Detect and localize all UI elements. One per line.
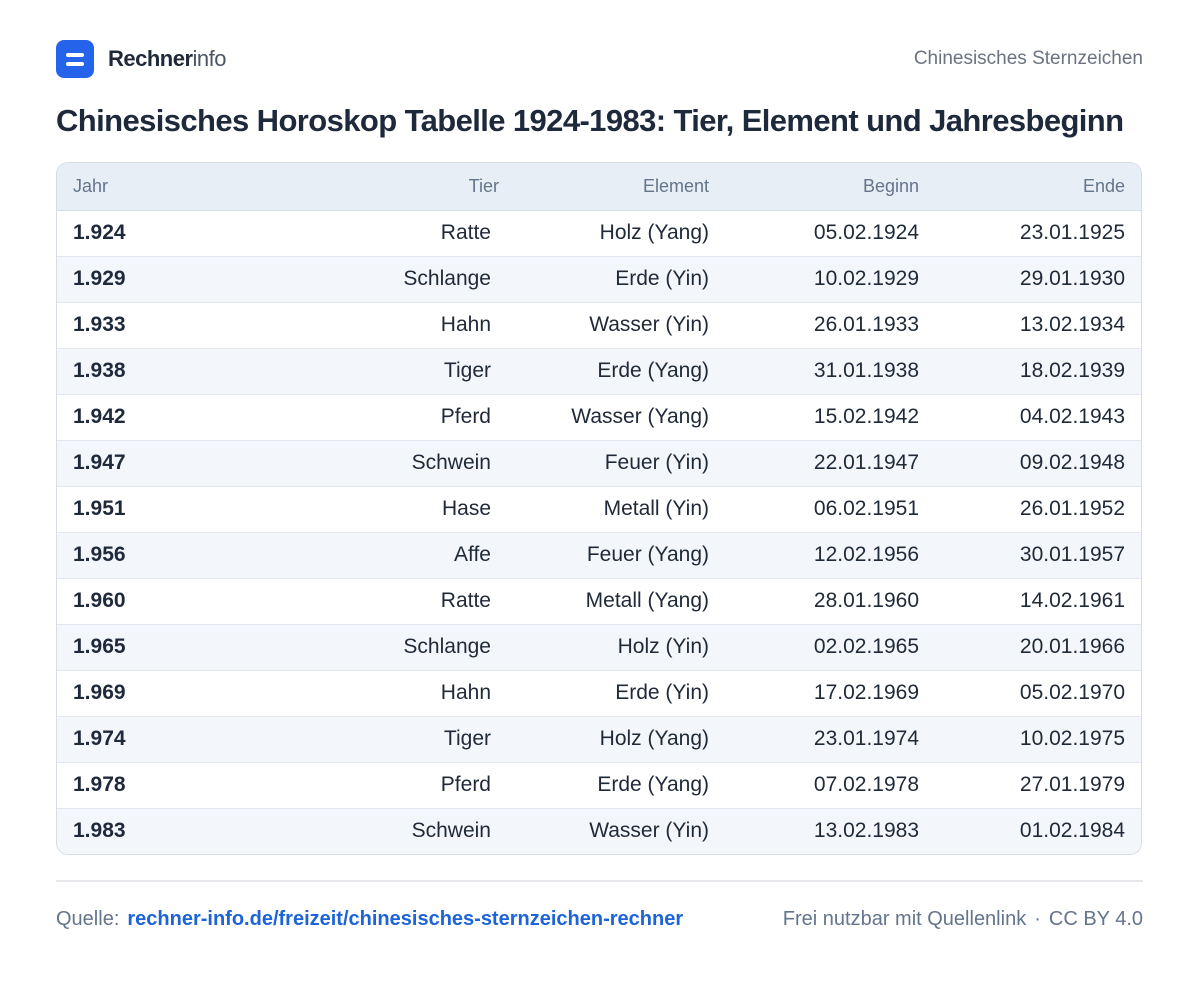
table-row (57, 210, 1141, 256)
cell-element: Erde (Yin) (507, 256, 725, 302)
cell-ende: 18.02.1939 (935, 348, 1141, 394)
cell-jahr: 1.969 (57, 670, 217, 716)
cell-beginn: 06.02.1951 (725, 486, 935, 532)
cell-tier: Affe (217, 532, 507, 578)
cell-tier: Hahn (217, 302, 507, 348)
cell-beginn: 13.02.1983 (813, 819, 919, 843)
table-row (57, 670, 1141, 716)
cell-jahr: 1.947 (57, 440, 217, 486)
cell-ende: 26.01.1952 (935, 486, 1141, 532)
cell-jahr: 1.929 (57, 256, 217, 302)
footer-separator: · (1034, 907, 1041, 930)
cell-beginn: 12.02.1956 (725, 532, 935, 578)
usage-note: Frei nutzbar mit Quellenlink (782, 907, 1027, 930)
cell-beginn: 28.01.1960 (725, 578, 935, 624)
column-header-beginn: Beginn (725, 163, 935, 210)
brand-logo[interactable] (56, 40, 226, 78)
cell-tier: Hase (217, 486, 507, 532)
table-row (57, 716, 1141, 762)
cell-tier: Schlange (217, 256, 507, 302)
page-header (56, 40, 1143, 78)
brand-name (108, 46, 226, 72)
table-row (57, 808, 1141, 854)
cell-ende: 01.02.1984 (1019, 819, 1125, 843)
cell-beginn: 17.02.1969 (725, 670, 935, 716)
cell-ende: 29.01.1930 (935, 256, 1141, 302)
cell-jahr: 1.942 (57, 394, 217, 440)
source-link[interactable]: rechner-info.de/freizeit/chinesisches-sternzeichen-rechner (127, 907, 684, 930)
cell-tier: Pferd (217, 762, 507, 808)
cell-tier: Ratte (217, 210, 507, 256)
cell-element: Feuer (Yang) (507, 532, 725, 578)
cell-tier: Schlange (217, 624, 507, 670)
cell-ende: 05.02.1970 (935, 670, 1141, 716)
cell-jahr: 1.938 (57, 348, 217, 394)
cell-ende: 04.02.1943 (935, 394, 1141, 440)
cell-beginn: 05.02.1924 (725, 210, 935, 256)
table-header-row (57, 163, 1141, 210)
cell-element: Erde (Yang) (507, 348, 725, 394)
cell-beginn: 23.01.1974 (725, 716, 935, 762)
horoscope-table (57, 163, 1141, 854)
cell-jahr: 1.960 (57, 578, 217, 624)
cell-beginn: 22.01.1947 (725, 440, 935, 486)
cell-element: Wasser (Yang) (507, 394, 725, 440)
cell-jahr: 1.924 (57, 210, 217, 256)
table-row (57, 532, 1141, 578)
column-header-element: Element (507, 163, 725, 210)
cell-beginn: 02.02.1965 (725, 624, 935, 670)
cell-element: Erde (Yang) (507, 762, 725, 808)
cell-beginn: 26.01.1933 (725, 302, 935, 348)
column-header-jahr: Jahr (57, 163, 217, 210)
cell-tier: Hahn (217, 670, 507, 716)
cell-element: Metall (Yin) (507, 486, 725, 532)
table-row (57, 578, 1141, 624)
cell-jahr: 1.978 (57, 762, 217, 808)
table-row (57, 486, 1141, 532)
table-row (57, 302, 1141, 348)
table-row (57, 394, 1141, 440)
cell-tier: Schwein (411, 819, 491, 843)
cell-ende: 23.01.1925 (935, 210, 1141, 256)
cell-element: Holz (Yang) (507, 210, 725, 256)
cell-jahr: 1.974 (57, 716, 217, 762)
cell-element: Metall (Yang) (507, 578, 725, 624)
cell-jahr: 1.951 (57, 486, 217, 532)
cell-element: Wasser (Yin) (507, 302, 725, 348)
cell-tier: Tiger (217, 716, 507, 762)
cell-ende: 09.02.1948 (935, 440, 1141, 486)
page-title: Chinesisches Horoskop Tabelle 1924-1983: Tier, Element und Jahresbeginn (56, 103, 1124, 138)
horoscope-table-container (56, 162, 1142, 855)
cell-tier: Ratte (217, 578, 507, 624)
cell-jahr: 1.965 (57, 624, 217, 670)
cell-ende: 14.02.1961 (935, 578, 1141, 624)
cell-jahr: 1.933 (57, 302, 217, 348)
cell-element: Wasser (Yin) (589, 819, 709, 843)
cell-element: Holz (Yin) (507, 624, 725, 670)
table-row (57, 256, 1141, 302)
cell-element: Holz (Yang) (507, 716, 725, 762)
source-attribution (56, 908, 683, 931)
cell-element: Feuer (Yin) (507, 440, 725, 486)
license-label: CC BY 4.0 (1048, 907, 1143, 930)
cell-tier: Schwein (217, 440, 507, 486)
page-footer (56, 903, 1143, 935)
brand-name-light: info (192, 46, 227, 71)
footer-divider (56, 880, 1143, 882)
cell-beginn: 15.02.1942 (725, 394, 935, 440)
brand-name-bold: Rechner (108, 46, 193, 71)
cell-ende: 13.02.1934 (935, 302, 1141, 348)
section-label: Chinesisches Sternzeichen (913, 48, 1143, 69)
license-info (783, 908, 1143, 931)
table-row (57, 762, 1141, 808)
column-header-tier: Tier (217, 163, 507, 210)
table-row (57, 624, 1141, 670)
cell-element: Erde (Yin) (507, 670, 725, 716)
cell-ende: 20.01.1966 (935, 624, 1141, 670)
column-header-ende: Ende (935, 163, 1141, 210)
cell-jahr: 1.956 (57, 532, 217, 578)
cell-beginn: 07.02.1978 (725, 762, 935, 808)
source-label: Quelle: (56, 907, 120, 930)
table-body (57, 210, 1141, 854)
cell-beginn: 31.01.1938 (725, 348, 935, 394)
table-row (57, 440, 1141, 486)
table-row (57, 348, 1141, 394)
cell-ende: 27.01.1979 (935, 762, 1141, 808)
cell-ende: 30.01.1957 (935, 532, 1141, 578)
cell-jahr: 1.983 (73, 819, 126, 843)
equals-logo-icon (56, 40, 94, 78)
cell-ende: 10.02.1975 (935, 716, 1141, 762)
cell-tier: Tiger (217, 348, 507, 394)
cell-tier: Pferd (217, 394, 507, 440)
cell-beginn: 10.02.1929 (725, 256, 935, 302)
